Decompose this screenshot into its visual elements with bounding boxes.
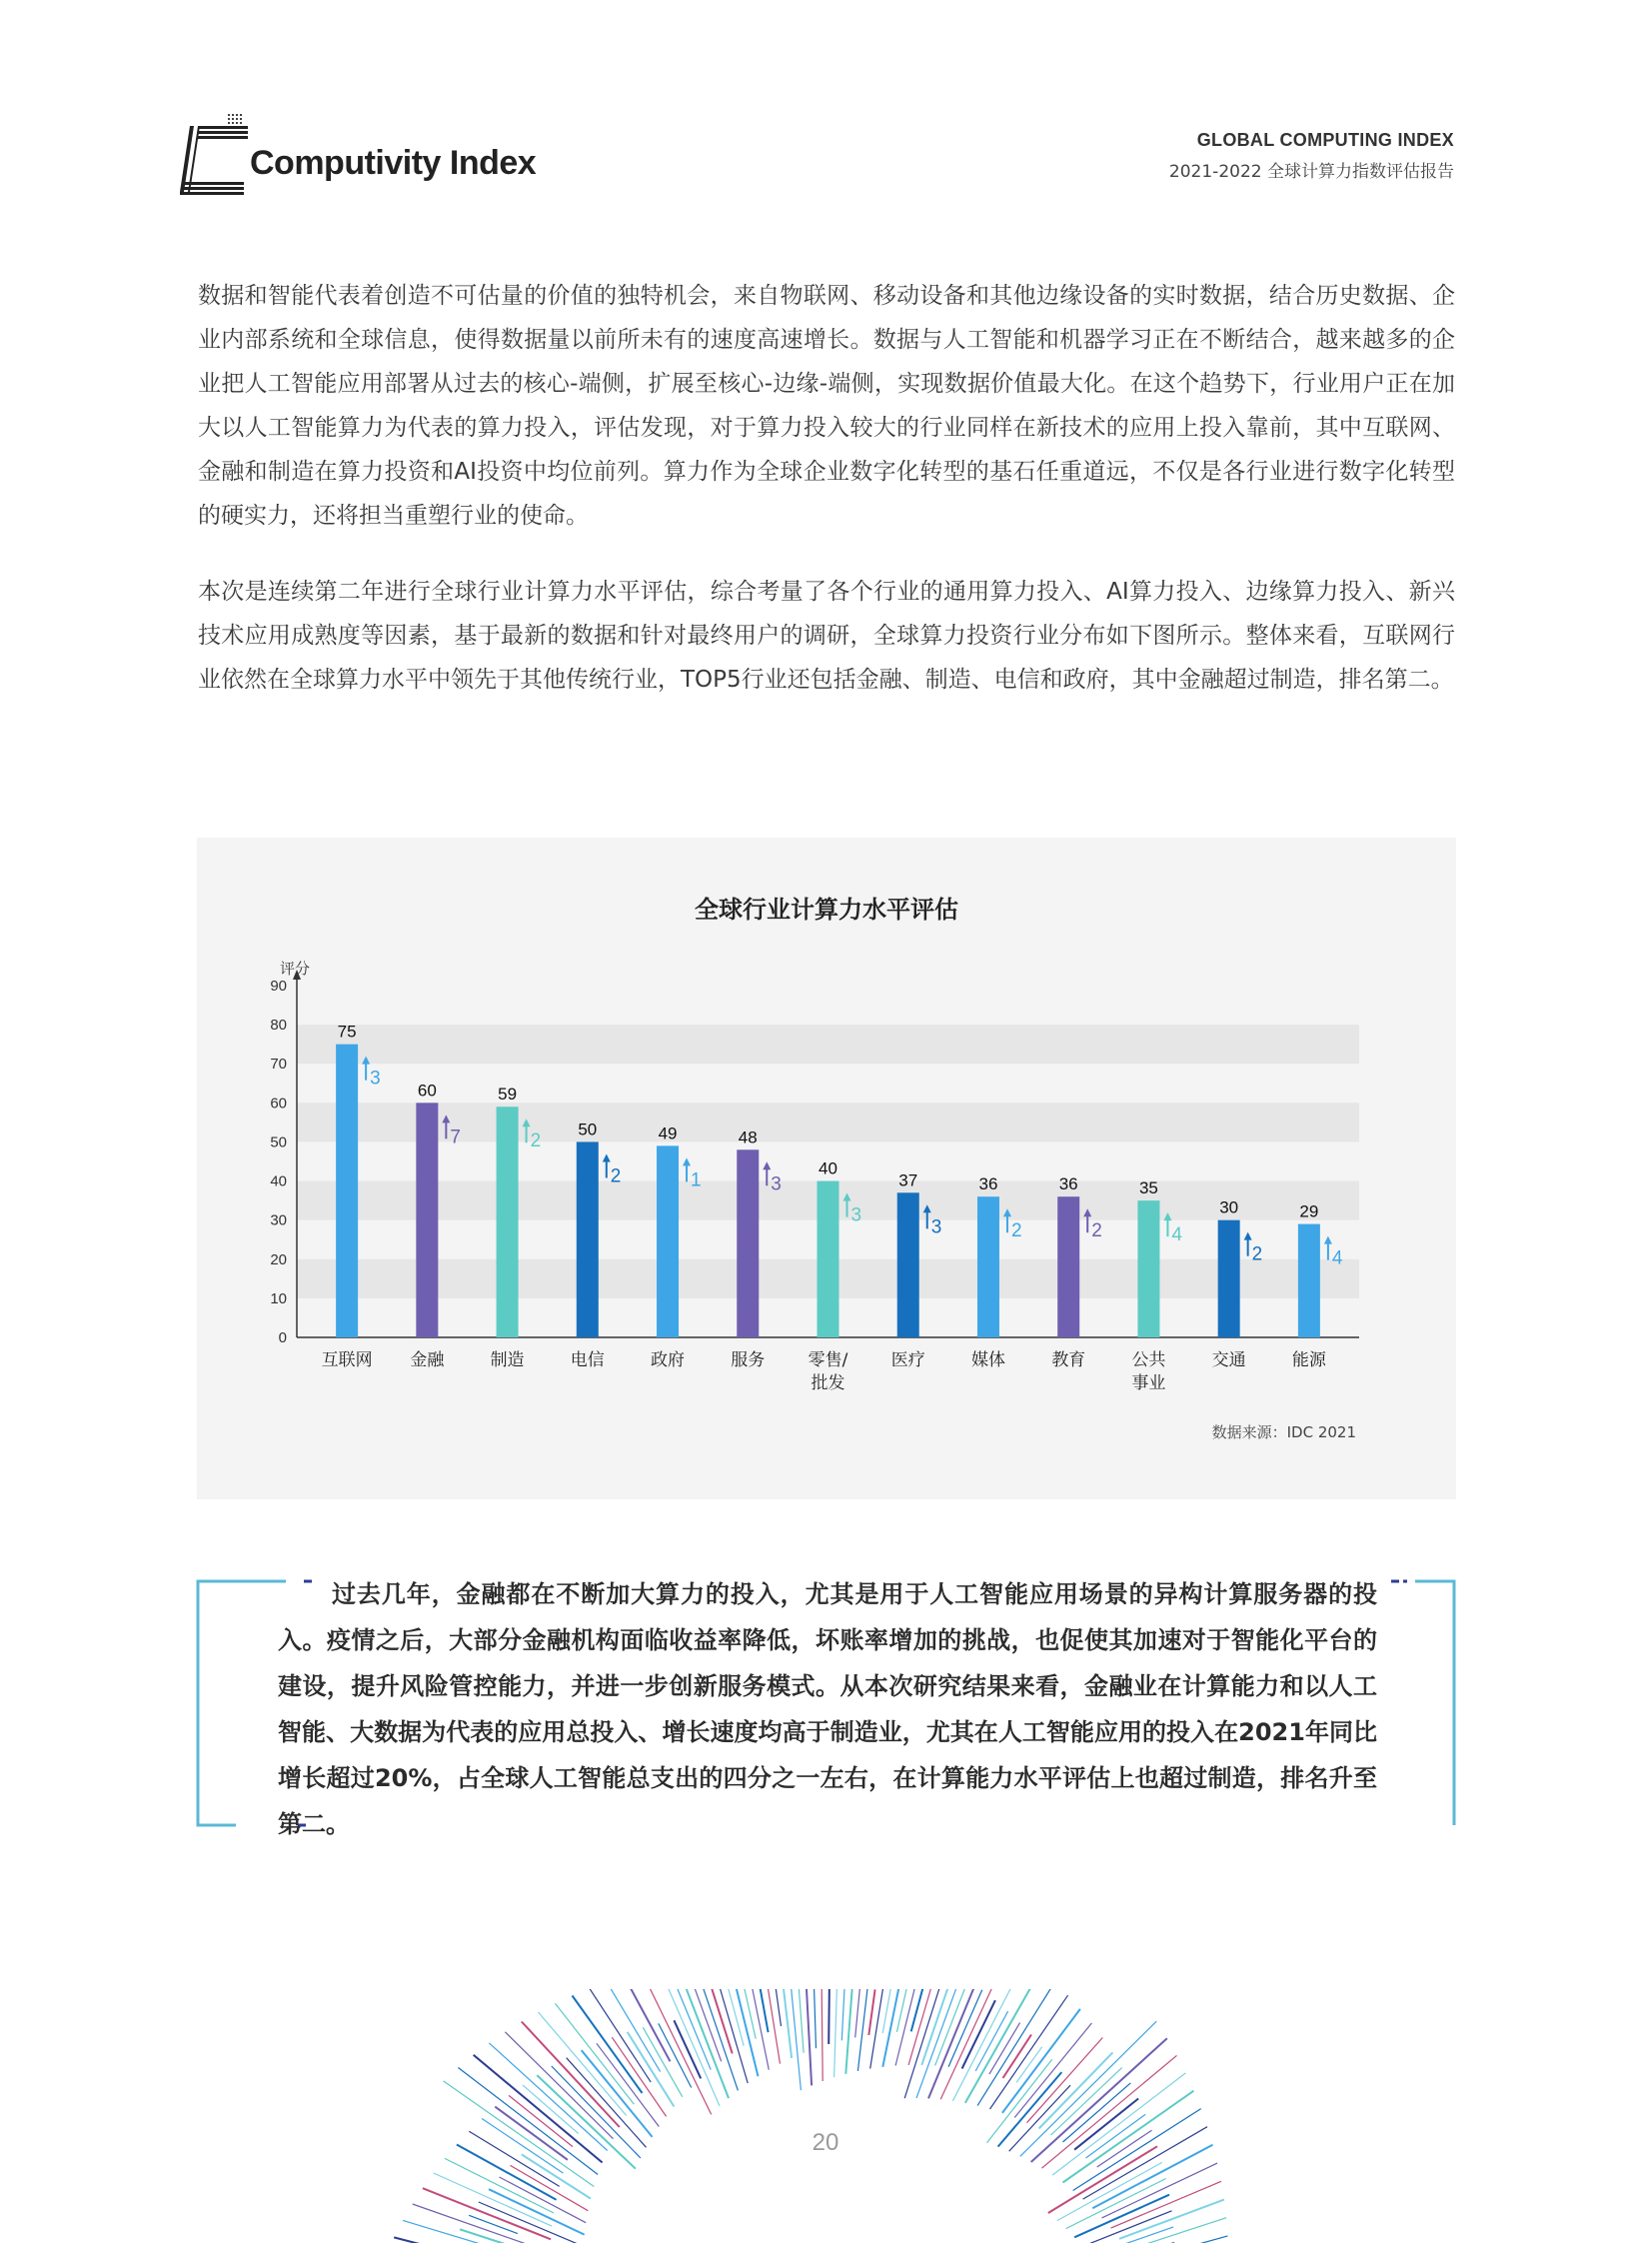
quote-text: 过去几年，金融都在不断加大算力的投入，尤其是用于人工智能应用场景的异构计算服务器的投入。疫情之后，大部分金融机构面临收益率降低，坏账率增加的挑战，也促使其加速对于智能化平台的建设，提升风险管控能力，并进一步创新服务模式。从本次研究结果来看，金融业在计算能力和以人工智能、大数据为代表的应用总投入、增长速度均高于制造业，尤其在人工智能应用的投入在2021年同比增长超过20%，占全球人工智能总支出的四分之一左右，在计算能力水平评估上也超过制造，排名升至第二。	[278, 1580, 1377, 1838]
body-paragraph-2: 本次是连续第二年进行全球行业计算力水平评估，综合考量了各个行业的通用算力投入、AI算力投入、边缘算力投入、新兴技术应用成熟度等因素，基于最新的数据和针对最终用户的调研，全球算力投资行业分布如下图所示。整体来看，互联网行业依然在全球算力水平中领先于其他传统行业，TOP5行业还包括金融、制造、电信和政府，其中金融超过制造，排名第二。	[198, 579, 1455, 693]
decoration-line	[1092, 2145, 1212, 2208]
decoration-line	[1027, 2038, 1103, 2123]
bar-6	[737, 1149, 759, 1337]
x-tick-label: 服务	[731, 1350, 766, 1370]
rank-change-label: 2	[530, 1130, 542, 1152]
bar-5	[657, 1145, 679, 1337]
report-title-en: GLOBAL COMPUTING INDEX	[1196, 130, 1454, 150]
bar-2	[416, 1103, 438, 1337]
bar-value-label: 49	[658, 1123, 678, 1143]
x-tick-label: 零售/	[808, 1350, 848, 1370]
rank-change-label: 4	[1171, 1224, 1183, 1246]
decoration-line	[803, 1989, 812, 2085]
decoration-line	[798, 1989, 804, 2053]
rank-change-label: 3	[771, 1173, 782, 1195]
y-tick-label: 60	[270, 1095, 287, 1113]
decoration-line	[1051, 2068, 1122, 2136]
bar-value-label: 59	[498, 1085, 518, 1105]
decoration-line	[1003, 2035, 1032, 2079]
decoration-line	[607, 1989, 660, 2072]
y-axis-label: 评分	[279, 960, 311, 978]
decoration-line	[784, 1989, 801, 2090]
decoration-line	[597, 2043, 659, 2126]
decoration-line	[469, 2215, 518, 2233]
rank-change-label: 4	[1331, 1247, 1343, 1269]
bar-4	[577, 1141, 599, 1337]
body-paragraph-1: 数据和智能代表着创造不可估量的价值的独特机会，来自物联网、移动设备和其他边缘设备的实时数据，结合历史数据、企业内部系统和全球信息，使得数据量以前所未有的速度高速增长。数据与人工智能和机器学习正在不断结合，越来越多的企业把人工智能应用部署从过去的核心-端侧，扩展至核心-边缘-端侧，实现数据价值最大化。在这个趋势下，行业用户正在加大以人工智能算力为代表的算力投入，评估发现，对于算力投入较大的行业同样在新技术的应用上投入靠前，其中互联网、金融和制造在算力投资和AI投资中均位前列。算力作为全球企业数字化转型的基石任重道远，不仅是各行业进行数字化转型的硬实力，还将担当重塑行业的使命。	[198, 283, 1455, 529]
decoration-line	[987, 2059, 1052, 2143]
y-tick-label: 40	[270, 1172, 287, 1190]
decoration-line	[573, 1996, 643, 2094]
decoration-line	[659, 2023, 692, 2087]
decoration-line	[1057, 2162, 1162, 2220]
bar-13	[1298, 1224, 1320, 1337]
bar-value-label: 50	[578, 1120, 598, 1139]
x-tick-label: 教育	[1051, 1350, 1086, 1370]
decoration-line	[479, 2202, 584, 2243]
bar-value-label: 48	[738, 1127, 758, 1147]
decoration-line	[1135, 2236, 1227, 2243]
decoration-line	[523, 2085, 579, 2134]
bar-value-label: 29	[1299, 1201, 1319, 1221]
bar-value-label: 36	[978, 1174, 998, 1194]
decoration-line	[688, 1989, 733, 2053]
bar-3	[497, 1107, 519, 1337]
grid-band	[297, 1022, 1359, 1064]
up-arrow-icon	[763, 1161, 771, 1169]
rank-change-label: 2	[610, 1165, 622, 1187]
decoration-line	[522, 2022, 620, 2128]
bar-7	[818, 1181, 839, 1337]
decoration-line	[1119, 2200, 1224, 2239]
y-tick-label: 10	[270, 1289, 287, 1307]
computivity-logo-icon	[180, 112, 252, 202]
decoration-line	[841, 1989, 844, 2040]
decoration-line	[821, 1989, 823, 2081]
bar-8	[897, 1192, 919, 1337]
rank-change-label: 2	[1010, 1220, 1022, 1242]
report-header	[1169, 130, 1454, 182]
decoration-line	[643, 2027, 683, 2097]
y-tick-label: 90	[270, 978, 287, 995]
rank-change-label: 2	[1091, 1220, 1102, 1242]
y-tick-label: 80	[270, 1017, 287, 1035]
y-tick-label: 30	[270, 1211, 287, 1229]
decoration-line	[868, 1989, 874, 2035]
y-tick-label: 0	[278, 1329, 287, 1346]
radial-lines-decoration	[0, 1989, 1652, 2243]
x-tick-label: 事业	[1131, 1373, 1166, 1393]
decoration-line	[904, 1989, 962, 2098]
chart-title: 全球行业计算力水平评估	[695, 896, 958, 924]
x-tick-label: 批发	[811, 1373, 845, 1393]
decoration-line	[505, 2032, 613, 2139]
y-tick-label: 50	[270, 1133, 287, 1151]
rank-change-label: 1	[691, 1169, 702, 1191]
bar-value-label: 30	[1219, 1197, 1239, 1217]
x-tick-label: 互联网	[321, 1350, 373, 1370]
bar-value-label: 75	[337, 1022, 357, 1042]
x-tick-label: 公共	[1131, 1350, 1166, 1370]
rank-change-label: 2	[1251, 1243, 1263, 1265]
x-tick-label: 媒体	[970, 1350, 1005, 1370]
y-tick-label: 70	[270, 1056, 287, 1074]
decoration-line	[1039, 2052, 1113, 2128]
decoration-line	[403, 2220, 550, 2243]
rank-change-label: 3	[930, 1216, 942, 1238]
decoration-line	[990, 1995, 1068, 2109]
rank-change-label: 3	[850, 1204, 862, 1226]
brand-logo	[180, 112, 540, 202]
up-arrow-icon	[603, 1153, 611, 1161]
decoration-line	[590, 1989, 651, 2082]
decoration-line	[855, 1989, 860, 2037]
x-tick-label: 政府	[651, 1350, 686, 1370]
decoration-line	[948, 1990, 982, 2067]
decoration-line	[567, 2058, 647, 2148]
logo-text: Computivity Index	[250, 144, 537, 182]
x-tick-label: 医疗	[890, 1350, 925, 1370]
decoration-line	[989, 2023, 1020, 2075]
decoration-line	[1086, 2114, 1146, 2158]
industry-bar-chart	[197, 838, 1456, 1499]
bar-value-label: 35	[1138, 1178, 1158, 1198]
up-arrow-icon	[683, 1157, 691, 1165]
bar-9	[977, 1196, 999, 1337]
rank-change-label: 7	[450, 1126, 461, 1148]
decoration-line	[828, 1989, 829, 2044]
bar-10	[1057, 1196, 1079, 1337]
decoration-line	[845, 1989, 856, 2074]
decoration-line	[834, 1989, 839, 2077]
industry-chart-panel	[197, 838, 1456, 1499]
report-title-cn: 2021-2022 全球计算力指数评估报告	[1168, 162, 1454, 182]
decoration-line	[781, 1989, 792, 2058]
up-arrow-icon	[1244, 1232, 1252, 1240]
x-tick-label: 制造	[490, 1350, 525, 1370]
decoration-line	[965, 1989, 1041, 2103]
decoration-line	[814, 1989, 817, 2048]
decoration-line	[747, 1989, 769, 2070]
bar-1	[336, 1045, 358, 1337]
bar-value-label: 37	[898, 1170, 918, 1190]
rank-change-label: 3	[370, 1068, 381, 1090]
decoration-line	[1041, 2055, 1176, 2168]
bar-12	[1218, 1220, 1240, 1337]
decoration-line	[537, 2075, 636, 2169]
decoration-line	[674, 2020, 701, 2078]
decoration-line	[394, 2237, 551, 2243]
chart-source: 数据来源：IDC 2021	[1211, 1423, 1356, 1441]
bar-value-label: 60	[417, 1081, 437, 1101]
bar-11	[1137, 1200, 1159, 1337]
up-arrow-icon	[1324, 1236, 1332, 1244]
bar-value-label: 40	[819, 1158, 837, 1178]
x-tick-label: 金融	[410, 1350, 445, 1370]
decoration-line	[1097, 2130, 1152, 2167]
decoration-line	[1009, 2085, 1070, 2151]
x-tick-label: 交通	[1211, 1350, 1246, 1370]
x-tick-label: 电信	[570, 1350, 605, 1370]
y-tick-label: 20	[270, 1250, 287, 1268]
x-tick-label: 能源	[1291, 1350, 1326, 1370]
page-number: 20	[812, 2129, 839, 2156]
decoration-line	[975, 2011, 1007, 2071]
decoration-line	[660, 1989, 720, 2106]
bar-value-label: 36	[1058, 1174, 1078, 1194]
